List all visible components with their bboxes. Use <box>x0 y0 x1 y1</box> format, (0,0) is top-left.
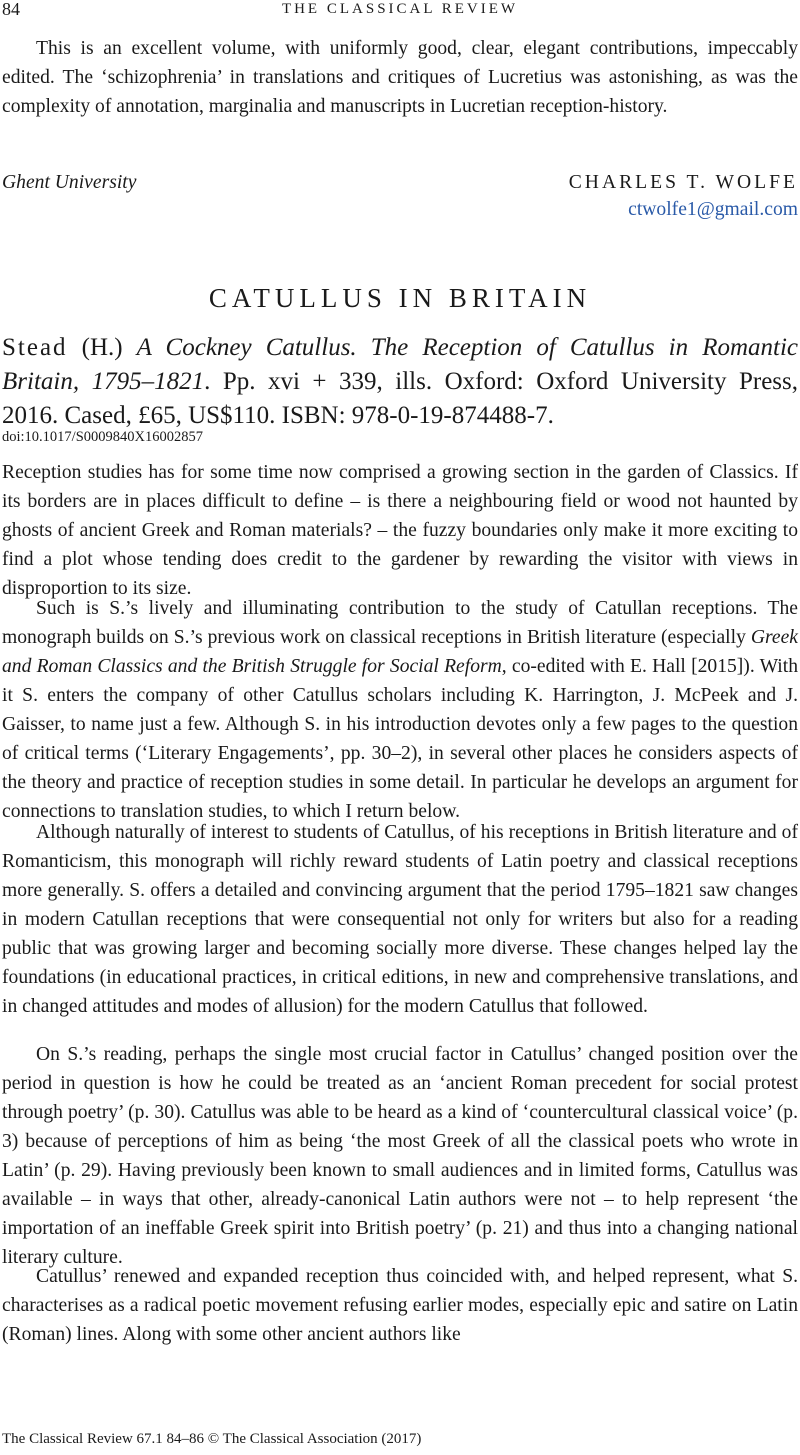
reviewer-name: CHARLES T. WOLFE <box>568 172 798 193</box>
previous-review-closing: This is an excellent volume, with uniformly good, clear, elegant contributions, impeccably edited. The ‘schizophrenia’ in translations and critiques of Lucretius was astonishing, as was the complexity of annotation, marginalia and manuscripts in Lucretian reception-history. <box>2 38 798 117</box>
reviewer-affiliation: Ghent University <box>2 172 137 193</box>
review-paragraph-3: Although naturally of interest to students of Catullus, of his receptions in British literature and of Romanticism, this monograph will richly reward students of Latin poetry and classical receptions more generally. S. offers a detailed and convincing argument that the period 1795–1821 saw changes in modern Catullan receptions that were consequential not only for writers but also for a reading public that was growing larger and becoming socially more diverse. These changes helped lay the foundations (in educational practices, in critical editions, in new and comprehensive translations, and in changed attitudes and modes of allusion) for the modern Catullus that followed. <box>2 822 798 1017</box>
page-header <box>0 0 800 22</box>
journal-footer-citation: The Classical Review 67.1 84–86 © The Classical Association (2017) <box>2 1431 422 1447</box>
book-author-initial: (H.) <box>81 334 123 361</box>
review-paragraph-2 <box>2 594 798 826</box>
page-number: 84 <box>2 0 20 19</box>
review-paragraph-5: Catullus’ renewed and expanded reception thus coincided with, and helped represent, what S. characterises as a radical poetic movement refusing earlier modes, especially epic and satire on Latin (Roman) lines. Along with some other ancient authors like <box>2 1266 798 1345</box>
section-title: CATULLUS IN BRITAIN <box>208 283 592 313</box>
review-paragraph-1: Reception studies has for some time now comprised a growing section in the garden of Classics. If its borders are in places difficult to define – is there a neighbouring field or wood not haunted by ghosts of ancient Greek and Roman materials? – the fuzzy boundaries only make it more exciting to find a plot whose tending does credit to the gardener by rewarding the visitor with views in disproportion to its size. <box>2 462 798 599</box>
reviewer-email-link[interactable]: ctwolfe1@gmail.com <box>628 199 798 220</box>
paragraph-2-text-b: , co-edited with E. Hall [2015]). With it S. enters the company of other Catullus scholars including K. Harrington, J. McPeek and J. Gaisser, to name just a few. Although S. in his introduction devotes only a few pages to the question of critical terms (‘Literary Engagements’, pp. 30–2), in several other places he considers aspects of the theory and practice of reception studies in some detail. In particular he develops an argument for connections to translation studies, to which I return below. <box>2 656 798 822</box>
doi-link[interactable]: doi:10.1017/S0009840X16002857 <box>2 429 203 445</box>
book-publication-details: . Pp. xvi + 339, ills. Oxford: Oxford University Press, 2016. Cased, £65, US$110. ISBN: 978-0-19-874488-7. <box>2 368 798 429</box>
cited-book-title: Greek and Roman Classics and the British Struggle for Social Reform <box>2 627 798 677</box>
running-title: THE CLASSICAL REVIEW <box>281 1 519 17</box>
book-author-surname: Stead <box>2 334 68 361</box>
book-citation <box>2 331 798 433</box>
review-paragraph-4: On S.’s reading, perhaps the single most crucial factor in Catullus’ changed position over the period in question is how he could be treated as an ‘ancient Roman precedent for social protest through poetry’ (p. 30). Catullus was able to be heard as a kind of ‘countercultural classical voice’ (p. 3) because of perceptions of him as being ‘the most Greek of all the classical poets who wrote in Latin’ (p. 29). Having previously been known to small audiences and in limited forms, Catullus was available – in ways that other, already-canonical Latin authors were not – to help represent ‘the importation of an ineffable Greek spirit into British poetry’ (p. 21) and thus into a changing national literary culture. <box>2 1044 798 1268</box>
paragraph-2-text-a: Such is S.’s lively and illuminating contribution to the study of Catullan receptions. The monograph builds on S.’s previous work on classical receptions in British literature (especially <box>2 598 798 648</box>
book-title: A Cockney Catullus. The Reception of Catullus in Romantic Britain, 1795–1821 <box>2 334 799 395</box>
